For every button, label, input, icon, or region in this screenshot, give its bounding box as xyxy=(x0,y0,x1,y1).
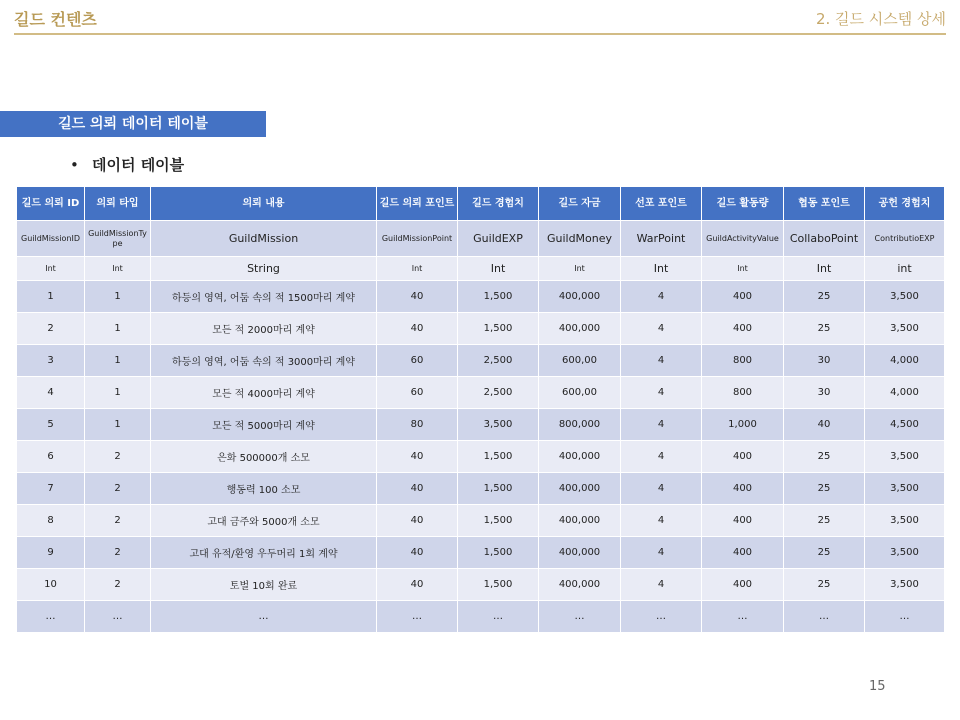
table-cell: 40 xyxy=(377,281,458,313)
table-cell: … xyxy=(702,601,784,633)
header-cell: 길드 의뢰 ID xyxy=(17,187,85,221)
table-cell: 5 xyxy=(17,409,85,441)
table-cell: 모든 적 4000마리 계약 xyxy=(151,377,377,409)
table-cell: 400,000 xyxy=(539,473,621,505)
table-cell: 25 xyxy=(784,537,865,569)
code-cell: GuildMissionPoint xyxy=(377,221,458,257)
table-cell: 3 xyxy=(17,345,85,377)
table-cell: 6 xyxy=(17,441,85,473)
bullet-item xyxy=(70,154,184,175)
table-cell: 4,500 xyxy=(865,409,945,441)
subsection-title: 2. 길드 시스템 상세 xyxy=(815,10,946,28)
table-cell: 2 xyxy=(17,313,85,345)
table-row xyxy=(17,377,945,409)
table-cell: … xyxy=(17,601,85,633)
table-cell: 40 xyxy=(377,505,458,537)
table-cell: 25 xyxy=(784,473,865,505)
header-cell: 협동 포인트 xyxy=(784,187,865,221)
table-cell: 7 xyxy=(17,473,85,505)
table-cell: 4 xyxy=(621,377,702,409)
data-rows xyxy=(17,281,945,633)
table-cell: 3,500 xyxy=(865,537,945,569)
table-cell: 2 xyxy=(85,537,151,569)
table-cell: 4 xyxy=(621,537,702,569)
table-cell: 하등의 영역, 어둠 속의 적 3000마리 계약 xyxy=(151,345,377,377)
table-cell: 800 xyxy=(702,377,784,409)
table-cell: 400,000 xyxy=(539,537,621,569)
table-cell: 4 xyxy=(621,505,702,537)
table-cell: 4 xyxy=(621,281,702,313)
table-cell: 1,500 xyxy=(458,281,539,313)
table-cell: 3,500 xyxy=(865,441,945,473)
table-cell: … xyxy=(151,601,377,633)
table-cell: 4 xyxy=(621,473,702,505)
table-cell: 4 xyxy=(621,441,702,473)
header-cell: 길드 의뢰 포인트 xyxy=(377,187,458,221)
table-cell: 2 xyxy=(85,569,151,601)
table-cell: 30 xyxy=(784,345,865,377)
table-cell: … xyxy=(539,601,621,633)
table-row xyxy=(17,313,945,345)
type-cell: Int xyxy=(702,257,784,281)
code-row xyxy=(17,221,945,257)
table-cell: 1 xyxy=(85,377,151,409)
table-cell: 9 xyxy=(17,537,85,569)
table-cell: 40 xyxy=(784,409,865,441)
table-cell: 2 xyxy=(85,473,151,505)
code-cell: CollaboPoint xyxy=(784,221,865,257)
table-cell: 400,000 xyxy=(539,281,621,313)
header-row xyxy=(17,187,945,221)
table-cell: 1 xyxy=(17,281,85,313)
table-cell: 400,000 xyxy=(539,505,621,537)
table-cell: 4 xyxy=(621,313,702,345)
table-cell: 1 xyxy=(85,281,151,313)
table-cell: 3,500 xyxy=(865,281,945,313)
type-row xyxy=(17,257,945,281)
table-cell: 모든 적 5000마리 계약 xyxy=(151,409,377,441)
table-cell: … xyxy=(377,601,458,633)
table-row xyxy=(17,569,945,601)
table-cell: 400 xyxy=(702,313,784,345)
table-cell: 1,500 xyxy=(458,313,539,345)
header-cell: 선포 포인트 xyxy=(621,187,702,221)
table-cell: 3,500 xyxy=(865,505,945,537)
table-cell: 4 xyxy=(621,345,702,377)
table-cell: 30 xyxy=(784,377,865,409)
table-row xyxy=(17,345,945,377)
table-cell: 1,500 xyxy=(458,505,539,537)
table-cell: 60 xyxy=(377,377,458,409)
table-cell: 25 xyxy=(784,281,865,313)
table-cell: 3,500 xyxy=(865,313,945,345)
table-cell: 40 xyxy=(377,473,458,505)
table-cell: 3,500 xyxy=(458,409,539,441)
header-cell: 공헌 경험치 xyxy=(865,187,945,221)
table-cell: 1,500 xyxy=(458,473,539,505)
table-row xyxy=(17,601,945,633)
table-cell: … xyxy=(85,601,151,633)
type-cell: Int xyxy=(85,257,151,281)
table-cell: 행동력 100 소모 xyxy=(151,473,377,505)
table-cell: 400,000 xyxy=(539,313,621,345)
table-cell: 2 xyxy=(85,441,151,473)
type-cell: Int xyxy=(17,257,85,281)
type-cell: Int xyxy=(784,257,865,281)
table-row xyxy=(17,409,945,441)
table-cell: 400 xyxy=(702,505,784,537)
type-cell: String xyxy=(151,257,377,281)
header-cell: 길드 경험치 xyxy=(458,187,539,221)
table-cell: 토벌 10회 완료 xyxy=(151,569,377,601)
table-cell: 모든 적 2000마리 계약 xyxy=(151,313,377,345)
header-cell: 길드 활동량 xyxy=(702,187,784,221)
table-cell: 600,00 xyxy=(539,377,621,409)
table-cell: 3,500 xyxy=(865,473,945,505)
table-cell: 4,000 xyxy=(865,345,945,377)
table-cell: … xyxy=(458,601,539,633)
table-cell: 40 xyxy=(377,313,458,345)
bullet-symbol: • xyxy=(70,156,79,174)
guild-mission-table xyxy=(16,186,945,633)
code-cell: GuildMissionType xyxy=(85,221,151,257)
type-cell: Int xyxy=(539,257,621,281)
header-divider xyxy=(14,33,946,35)
table-cell: 800 xyxy=(702,345,784,377)
code-cell: GuildMissionID xyxy=(17,221,85,257)
table-cell: 400 xyxy=(702,537,784,569)
table-cell: 600,00 xyxy=(539,345,621,377)
table-cell: 1,500 xyxy=(458,537,539,569)
table-cell: 8 xyxy=(17,505,85,537)
table-cell: 10 xyxy=(17,569,85,601)
table-cell: 1 xyxy=(85,313,151,345)
header-cell: 의뢰 내용 xyxy=(151,187,377,221)
type-cell: Int xyxy=(458,257,539,281)
table-cell: 고대 유적/환영 우두머리 1회 계약 xyxy=(151,537,377,569)
code-cell: GuildEXP xyxy=(458,221,539,257)
section-title: 길드 컨텐츠 xyxy=(14,10,97,29)
table-cell: 800,000 xyxy=(539,409,621,441)
code-cell: GuildMission xyxy=(151,221,377,257)
table-cell: 40 xyxy=(377,441,458,473)
table-cell: 25 xyxy=(784,505,865,537)
table-cell: 25 xyxy=(784,569,865,601)
table-cell: 40 xyxy=(377,569,458,601)
table-cell: 1 xyxy=(85,345,151,377)
table-row xyxy=(17,281,945,313)
table-row xyxy=(17,441,945,473)
table-cell: 1,500 xyxy=(458,441,539,473)
table-cell: 1,000 xyxy=(702,409,784,441)
type-cell: Int xyxy=(377,257,458,281)
table-cell: 하등의 영역, 어둠 속의 적 1500마리 계약 xyxy=(151,281,377,313)
code-cell: GuildMoney xyxy=(539,221,621,257)
table-cell: 60 xyxy=(377,345,458,377)
table-cell: 400 xyxy=(702,281,784,313)
table-cell: 고대 금주와 5000개 소모 xyxy=(151,505,377,537)
page-number: 15 xyxy=(869,679,886,694)
table-cell: 2 xyxy=(85,505,151,537)
table-cell: 25 xyxy=(784,441,865,473)
table-cell: 400,000 xyxy=(539,441,621,473)
bullet-text: 데이터 테이블 xyxy=(92,156,185,174)
table-cell: 3,500 xyxy=(865,569,945,601)
table-cell: 1 xyxy=(85,409,151,441)
table-row xyxy=(17,505,945,537)
type-cell: Int xyxy=(621,257,702,281)
table-cell: 40 xyxy=(377,537,458,569)
table-cell: … xyxy=(621,601,702,633)
header-cell: 의뢰 타입 xyxy=(85,187,151,221)
table-cell: 400 xyxy=(702,441,784,473)
table-cell: 4 xyxy=(621,409,702,441)
table-cell: 4 xyxy=(621,569,702,601)
table-cell: … xyxy=(784,601,865,633)
code-cell: ContributioEXP xyxy=(865,221,945,257)
table-cell: 4,000 xyxy=(865,377,945,409)
table-title-banner: 길드 의뢰 데이터 테이블 xyxy=(0,111,266,137)
table-cell: 80 xyxy=(377,409,458,441)
table-row xyxy=(17,537,945,569)
table-cell: 2,500 xyxy=(458,345,539,377)
code-cell: GuildActivityValue xyxy=(702,221,784,257)
type-cell: int xyxy=(865,257,945,281)
code-cell: WarPoint xyxy=(621,221,702,257)
table-cell: 4 xyxy=(17,377,85,409)
header-cell: 길드 자금 xyxy=(539,187,621,221)
table-cell: … xyxy=(865,601,945,633)
table-row xyxy=(17,473,945,505)
table-cell: 2,500 xyxy=(458,377,539,409)
table-cell: 400,000 xyxy=(539,569,621,601)
table-cell: 1,500 xyxy=(458,569,539,601)
table-cell: 25 xyxy=(784,313,865,345)
table-cell: 400 xyxy=(702,473,784,505)
table-cell: 400 xyxy=(702,569,784,601)
table-cell: 은화 500000개 소모 xyxy=(151,441,377,473)
